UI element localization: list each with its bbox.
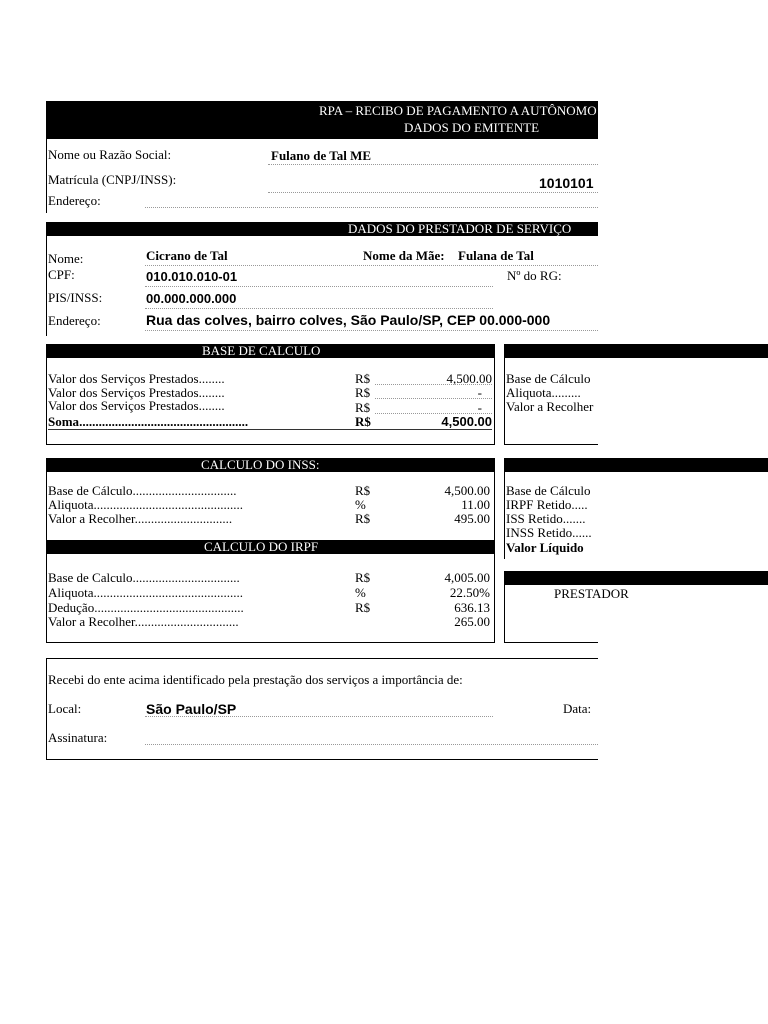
prestador-rg-label: Nº do RG:	[507, 268, 562, 283]
right-box2-left-border	[504, 458, 505, 559]
prestador-endereco-underline	[145, 330, 598, 331]
base-calculo-bar	[46, 344, 495, 358]
prestador-nome-label: Nome:	[48, 251, 84, 266]
recibo-assinatura-underline	[145, 744, 598, 745]
base-row-3-value: -	[477, 400, 482, 415]
prestador-cpf-underline	[145, 286, 493, 287]
right-box2-inss-label: INSS Retido......	[506, 525, 592, 540]
prestador-section-title: DADOS DO PRESTADOR DE SERVIÇO	[348, 221, 572, 236]
recibo-box-bottom-border	[46, 759, 598, 760]
irpf-row-4-label: Valor a Recolher................................	[48, 614, 239, 629]
prestador-mae-label: Nome da Mãe:	[363, 248, 445, 263]
inss-row-2-unit: %	[355, 497, 366, 512]
prestador-section-bar	[46, 222, 598, 236]
base-row-1-label: Valor dos Serviços Prestados........	[48, 371, 225, 386]
base-soma-value: 4,500.00	[441, 414, 492, 429]
irpf-row-1-unit: R$	[355, 570, 371, 585]
inss-row-1-unit: R$	[355, 483, 371, 498]
prestador-box-border	[46, 236, 47, 336]
prestador-pis-underline	[145, 308, 493, 309]
recibo-local-label: Local:	[48, 701, 82, 716]
base-box-left-border	[46, 344, 47, 445]
recibo-data-label: Data:	[563, 701, 592, 716]
right-box2-iss-label: ISS Retido.......	[506, 511, 586, 526]
emitente-nome-underline	[268, 164, 598, 165]
base-row-2-underline	[375, 398, 492, 399]
prestador-endereco-value: Rua das colves, bairro colves, São Paulo/SP, CEP 00.000-000	[146, 312, 551, 328]
emitente-box-border	[46, 139, 47, 213]
header-bar	[46, 101, 598, 139]
prestador-nome-underline	[145, 265, 598, 266]
base-row-3-label: Valor dos Serviços Prestados........	[48, 398, 225, 413]
irpf-row-3-label: Dedução..............................................	[48, 600, 244, 615]
irpf-row-3-unit: R$	[355, 600, 371, 615]
emitente-matricula-value: 1010101	[539, 175, 594, 191]
irpf-row-1-label: Base de Calculo.................................	[48, 570, 240, 585]
emitente-nome-label: Nome ou Razão Social:	[48, 147, 172, 162]
emitente-endereco-underline	[145, 207, 598, 208]
irpf-title: CALCULO DO IRPF	[204, 539, 319, 554]
base-row-2-unit: R$	[355, 385, 371, 400]
recibo-local-underline	[145, 716, 493, 717]
irpf-row-4-value: 265.00	[454, 614, 490, 629]
emitente-nome-value: Fulano de Tal ME	[271, 148, 372, 163]
inss-row-1-label: Base de Cálculo................................	[48, 483, 237, 498]
base-row-3-unit: R$	[355, 400, 371, 415]
base-soma-underline	[48, 429, 492, 430]
right-box2-irpf-label: IRPF Retido.....	[506, 497, 588, 512]
recibo-box-top-border	[46, 658, 598, 659]
base-soma-unit: R$	[355, 414, 371, 429]
inss-row-3-value: 495.00	[454, 511, 490, 526]
prestador-nome-value: Cicrano de Tal	[146, 248, 228, 263]
recibo-box-left-border	[46, 658, 47, 759]
inss-title: CALCULO DO INSS:	[201, 457, 320, 472]
base-box-bottom-border	[46, 444, 495, 445]
prestador-cpf-value: 010.010.010-01	[146, 269, 238, 284]
base-row-1-underline	[375, 384, 492, 385]
recibo-local-value: São Paulo/SP	[146, 701, 237, 717]
base-row-2-value: -	[477, 385, 482, 400]
right-box1-left-border	[504, 344, 505, 445]
right-box2-bar	[504, 458, 768, 472]
inss-bar	[46, 458, 495, 472]
inss-box-bottom-border	[46, 642, 495, 643]
irpf-row-1-value: 4,005.00	[444, 570, 490, 585]
inss-row-2-label: Aliquota..............................................	[48, 497, 243, 512]
right-box3-bar	[504, 571, 768, 585]
right-box1-recolher-label: Valor a Recolher	[506, 399, 594, 414]
prestador-cpf-label: CPF:	[48, 267, 75, 282]
right-box1-aliquota-label: Aliquota.........	[506, 385, 581, 400]
inss-row-1-value: 4,500.00	[444, 483, 490, 498]
irpf-bar	[46, 540, 495, 554]
right-box3-prestador-text: PRESTADOR	[554, 586, 629, 601]
recibo-assinatura-label: Assinatura:	[48, 730, 108, 745]
inss-row-3-label: Valor a Recolher..............................	[48, 511, 233, 526]
emitente-section-title: DADOS DO EMITENTE	[404, 120, 540, 135]
inss-row-3-unit: R$	[355, 511, 371, 526]
right-box2-base-label: Base de Cálculo	[506, 483, 591, 498]
right-box3-bottom-border	[504, 642, 598, 643]
base-soma-label: Soma....................................................	[48, 414, 249, 429]
prestador-pis-label: PIS/INSS:	[48, 290, 103, 305]
irpf-row-2-label: Aliquota..............................................	[48, 585, 243, 600]
emitente-endereco-label: Endereço:	[48, 193, 101, 208]
emitente-matricula-underline	[268, 192, 598, 193]
right-box2-liquido-label: Valor Líquido	[506, 540, 584, 555]
inss-row-2-value: 11.00	[461, 497, 490, 512]
emitente-matricula-label: Matrícula (CNPJ/INSS):	[48, 172, 177, 187]
irpf-row-2-value: 22.50%	[449, 585, 490, 600]
irpf-row-2-unit: %	[355, 585, 366, 600]
prestador-mae-value: Fulana de Tal	[458, 248, 534, 263]
prestador-endereco-label: Endereço:	[48, 313, 101, 328]
irpf-row-3-value: 636.13	[454, 600, 490, 615]
right-box1-base-label: Base de Cálculo	[506, 371, 591, 386]
base-row-1-value: 4,500.00	[446, 371, 492, 386]
right-box1-bar	[504, 344, 768, 358]
right-box1-bottom-border	[504, 444, 598, 445]
document-title: RPA – RECIBO DE PAGAMENTO A AUTÔNOMO	[319, 103, 597, 118]
base-row-1-unit: R$	[355, 371, 371, 386]
recibo-text: Recebi do ente acima identificado pela prestação dos serviços a importância de:	[48, 672, 463, 687]
base-box-right-border	[494, 344, 495, 445]
base-row-2-label: Valor dos Serviços Prestados........	[48, 385, 225, 400]
base-calculo-title: BASE DE CALCULO	[202, 343, 321, 358]
prestador-pis-value: 00.000.000.000	[146, 291, 237, 306]
